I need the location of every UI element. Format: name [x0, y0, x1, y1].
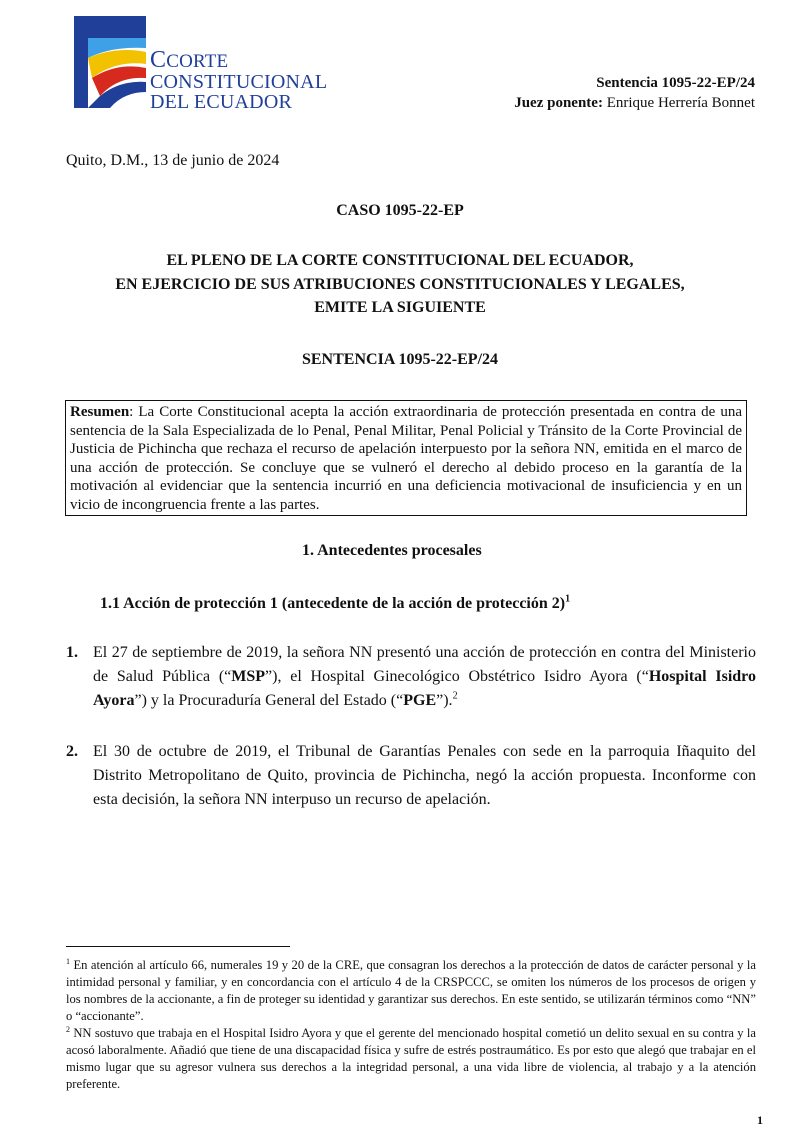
sentence-title: SENTENCIA 1095-22-EP/24 — [301, 351, 499, 368]
bold-term-pge: PGE — [403, 692, 437, 709]
footnote-ref-2: 2 — [452, 690, 458, 702]
logo-line-2: CONSTITUCIONAL — [150, 71, 328, 93]
footnote-ref-1: 1 — [565, 593, 571, 605]
pleno-line-2: EN EJERCICIO DE SUS ATRIBUCIONES CONSTITUCIONALES Y LEGALES, — [115, 275, 685, 293]
section-heading: 1. Antecedentes procesales — [302, 542, 482, 559]
pleno-heading — [40, 249, 760, 320]
court-name-wordmark — [150, 47, 328, 113]
summary-label: Resumen — [70, 404, 130, 420]
pleno-line-3: EMITE LA SIGUIENTE — [314, 299, 486, 316]
paragraph-2 — [66, 740, 756, 812]
footnote-1: $^1$ En atención al artículo 66, numerales 19 y 20 de la CRE, que consagran los derechos a la protección de datos de carácter personal y la intimidad personal y familiar, y en concordancia con el artículo 4 de la CRSPCCC, se omiten los números de los procesos de origen y los nombres de la accionante, a fin de proteger su identidad y garantizar sus derechos. En este sentido, se utilizarán términos como “NN” o “accionante”. — [66, 956, 756, 1023]
bold-term-hospital: Hospital Isidro Ayora — [93, 668, 756, 709]
judge-name: Enrique Herrería Bonnet — [606, 95, 755, 111]
subsection-heading: 1.1 Acción de protección 1 (antecedente de la acción de protección 2)$^1$ — [100, 593, 571, 612]
paragraph-number: 1. — [66, 644, 78, 661]
footnotes — [66, 957, 756, 1093]
header-reference — [514, 73, 755, 113]
logo-line-1: CCORTE — [150, 47, 229, 73]
pleno-line-1: EL PLENO DE LA CORTE CONSTITUCIONAL DEL ECUADOR, — [166, 252, 634, 269]
case-title: CASO 1095-22-EP — [336, 202, 464, 219]
bold-term-msp: MSP — [231, 668, 266, 685]
court-logo-icon — [72, 12, 152, 110]
paragraph-1 — [66, 641, 756, 713]
logo-line-3: DEL ECUADOR — [150, 91, 293, 113]
paragraph-number: 2. — [66, 743, 78, 760]
summary-text: : La Corte Constitucional acepta la acción extraordinaria de protección presentada en contra de una sentencia de la Sala Especializada de lo Penal, Penal Militar, Penal Policial y Tránsito de la Corte Provincial de Justicia de Pichincha que rechaza el recurso de apelación interpuesto por la señora NN, emitida en el marco de una acción de protección. Se concluye que se vulneró el derecho al debido proceso en la garantía de la motivación al evidenciar que la sentencia incurrió en una deficiencia motivacional de insuficiencia y en un vicio de incongruencia frente a las partes. — [70, 404, 742, 513]
place-date: Quito, D.M., 13 de junio de 2024 — [66, 152, 280, 169]
paragraph-text: El 27 de septiembre de 2019, la señora NN presentó una acción de protección en contra del Ministerio de Salud Pública (“MSP”), el Hospital Ginecológico Obstétrico Isidro Ayora (“Hospital Isidro Ayora”) y la Procuraduría General del Estado (“PGE”).$^2$ — [93, 644, 756, 709]
page-number: 1 — [757, 1113, 763, 1127]
summary-box — [65, 400, 747, 516]
paragraph-text: El 30 de octubre de 2019, el Tribunal de Garantías Penales con sede en la parroquia Iñaquito del Distrito Metropolitano de Quito, provincia de Pichincha, negó la acción propuesta. Inconforme con esta decisión, la señora NN interpuso un recurso de apelación. — [93, 743, 756, 808]
footnote-2: $^2$ NN sostuvo que trabaja en el Hospital Isidro Ayora y que el gerente del mencionado hospital cometió un delito sexual en su contra y la acosó laboralmente. Añadió que tiene de una discapacidad física y sufre de estrés postraumático. Es por esto que alegó que trabajar en el mismo lugar que su agresor vulnera sus derechos a la integridad personal, a una vida libre de violencia, al trabajo y a la atención preferente. — [66, 1024, 756, 1091]
judge-label: Juez ponente: — [514, 95, 603, 111]
footnote-divider — [66, 946, 290, 947]
sentence-reference: Sentencia 1095-22-EP/24 — [596, 75, 755, 91]
